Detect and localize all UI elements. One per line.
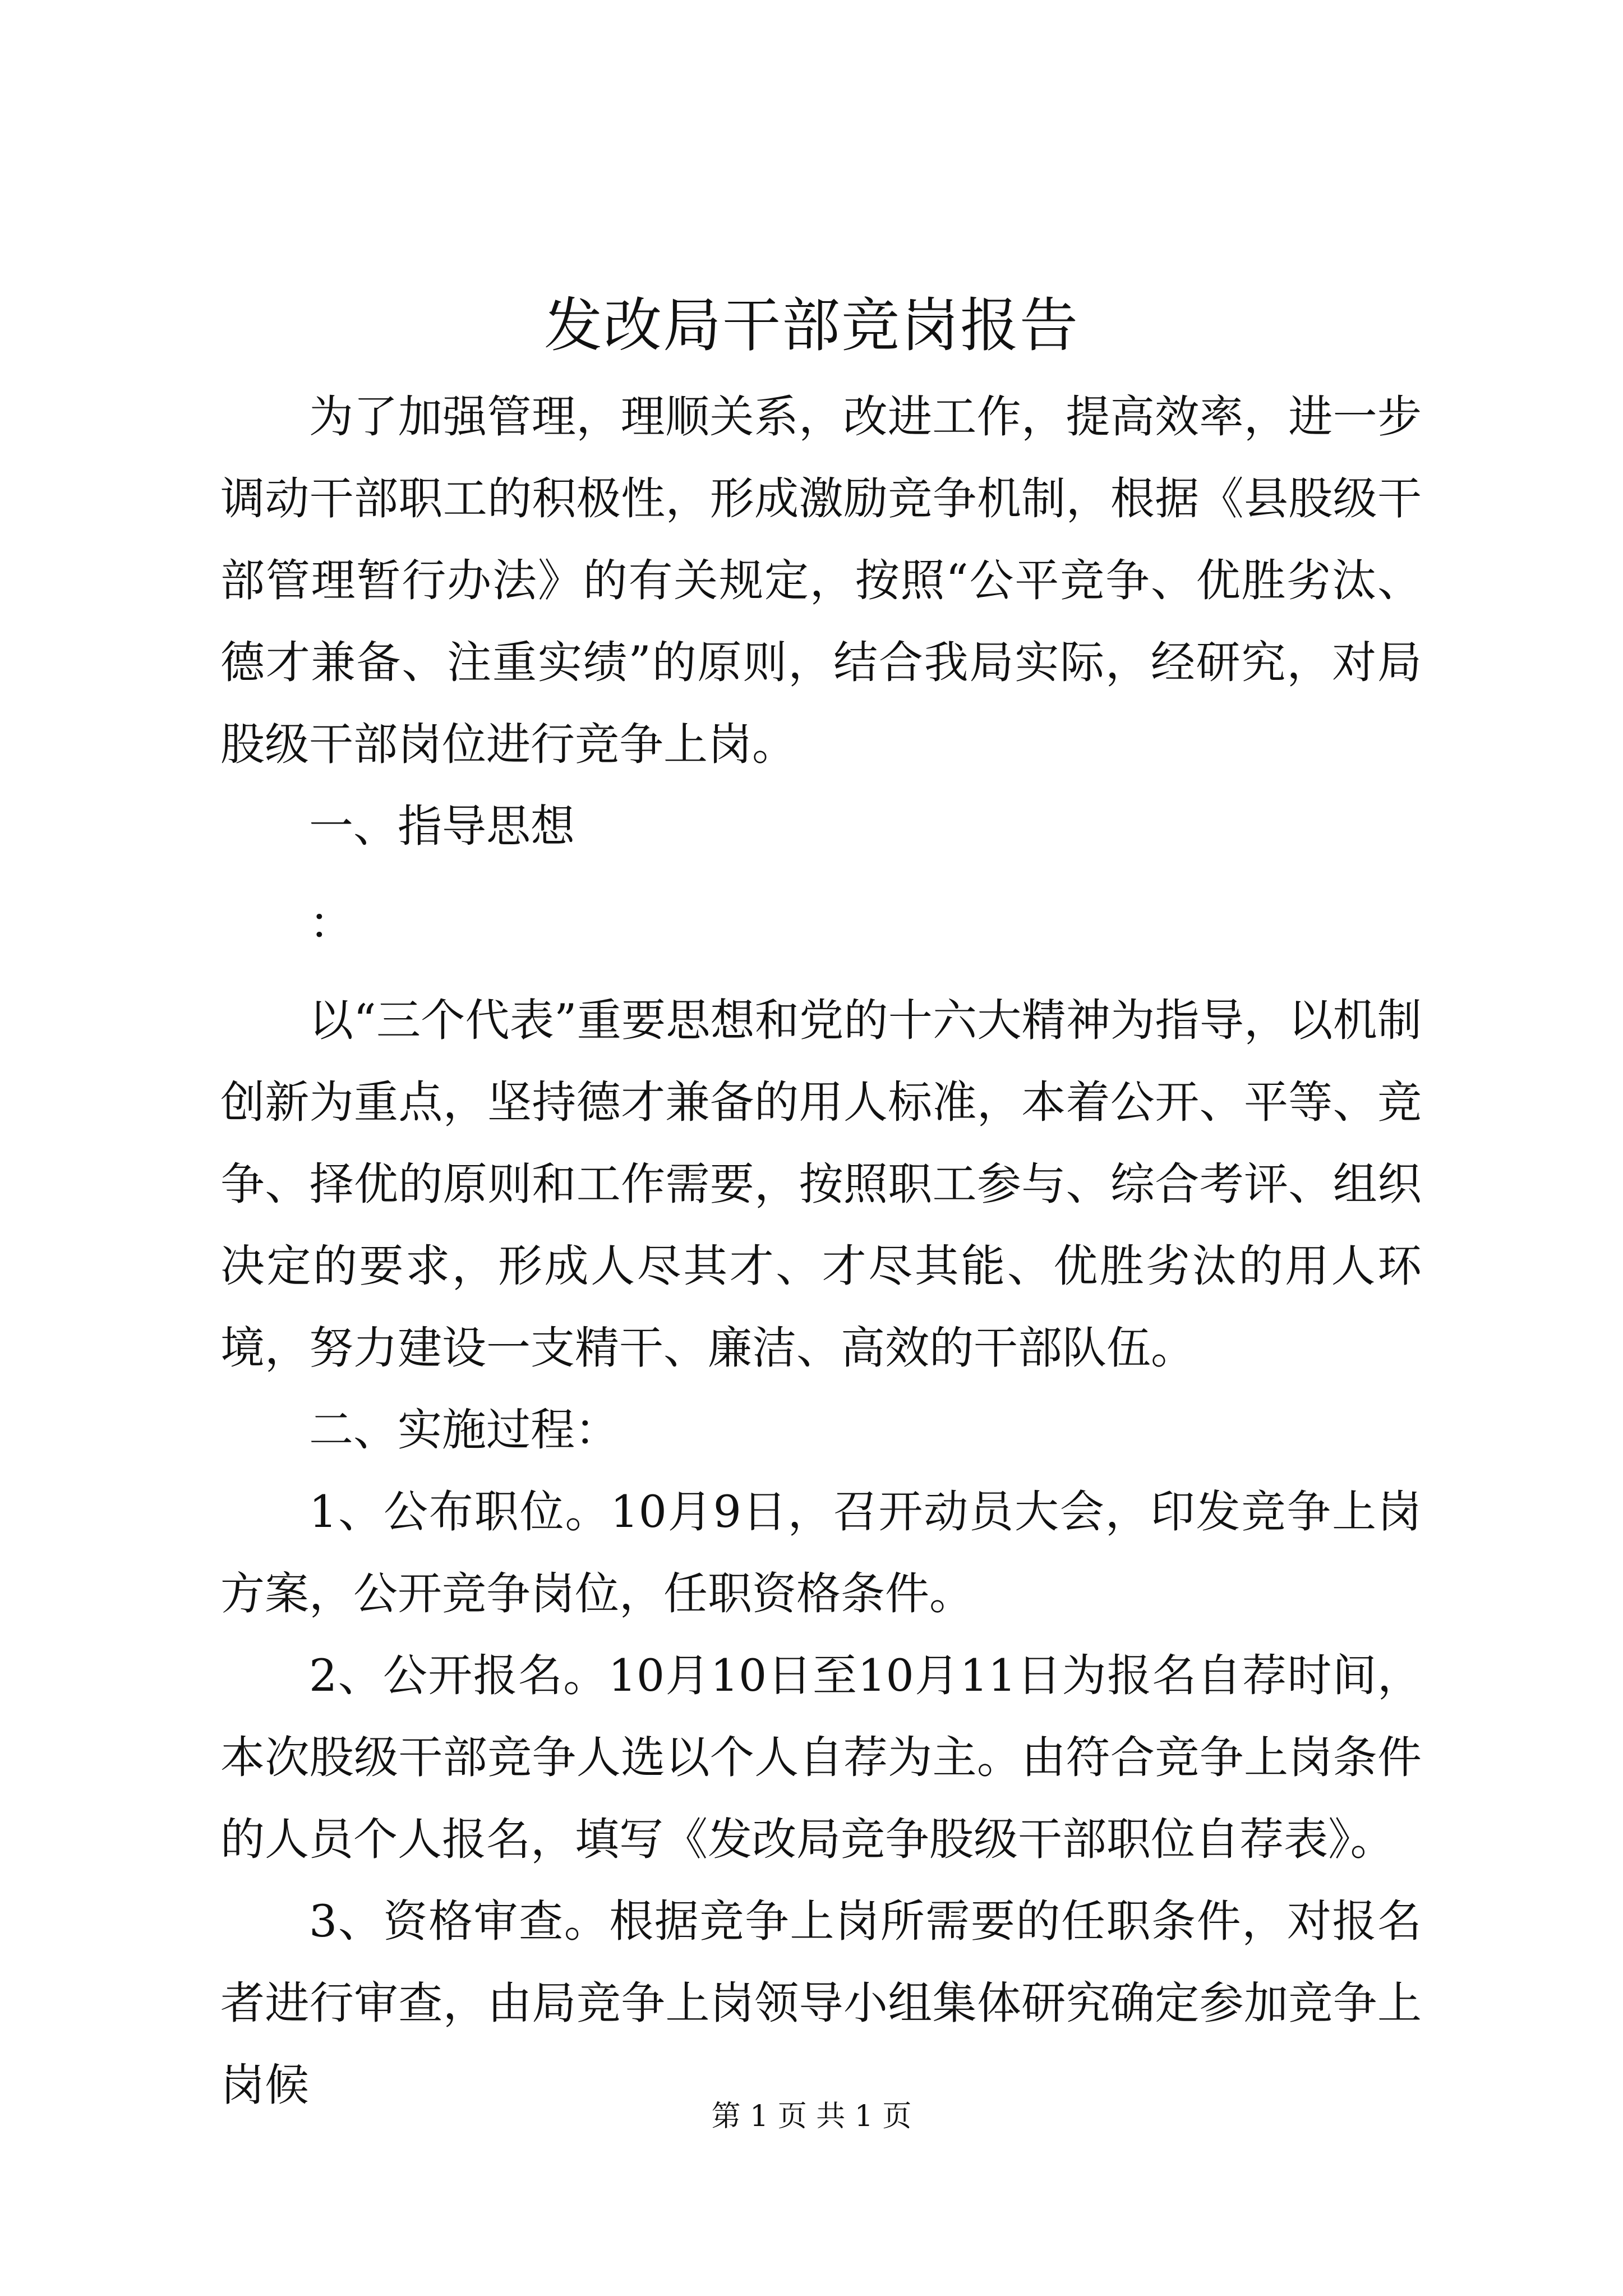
document-body (220, 376, 1422, 2126)
stray-colon-line: ： (309, 898, 353, 949)
step-qualification-review: 3、资格审查。根据竞争上岗所需要的任职条件，对报名者进行审查，由局竞争上岗领导小组集体研究确定参加竞争上岗候 (220, 1895, 1422, 2111)
section-heading-implementation: 二、实施过程： (309, 1404, 619, 1456)
step-publish-positions: 1、公布职位。10月9日，召开动员大会，印发竞争上岗方案，公开竞争岗位，任职资格条件。 (220, 1486, 1422, 1619)
guiding-thought-paragraph: 以“三个代表”重要思想和党的十六大精神为指导，以机制创新为重点，坚持德才兼备的用人标准，本着公开、平等、竞争、择优的原则和工作需要，按照职工参与、综合考评、组织决定的要求，形成人尽其才、才尽其能、优胜劣汰的用人环境，努力建设一支精干、廉洁、高效的干部队伍。 (220, 995, 1422, 1374)
document-title: 发改局干部竞岗报告 (543, 291, 1079, 360)
section-heading-guiding-thought: 一、指导思想 (309, 800, 575, 852)
page-footer: 第 1 页 共 1 页 (711, 2100, 912, 2133)
intro-paragraph: 为了加强管理，理顺关系，改进工作，提高效率，进一步调动干部职工的积极性，形成激励竞争机制，根据《县股级干部管理暂行办法》的有关规定，按照“公平竞争、优胜劣汰、德才兼备、注重实绩”的原则，结合我局实际，经研究，对局股级干部岗位进行竞争上岗。 (220, 391, 1422, 770)
step-open-registration: 2、公开报名。10月10日至10月11日为报名自荐时间，本次股级干部竞争人选以个人自荐为主。由符合竞争上岗条件的人员个人报名，填写《发改局竞争股级干部职位自荐表》。 (220, 1650, 1422, 1865)
